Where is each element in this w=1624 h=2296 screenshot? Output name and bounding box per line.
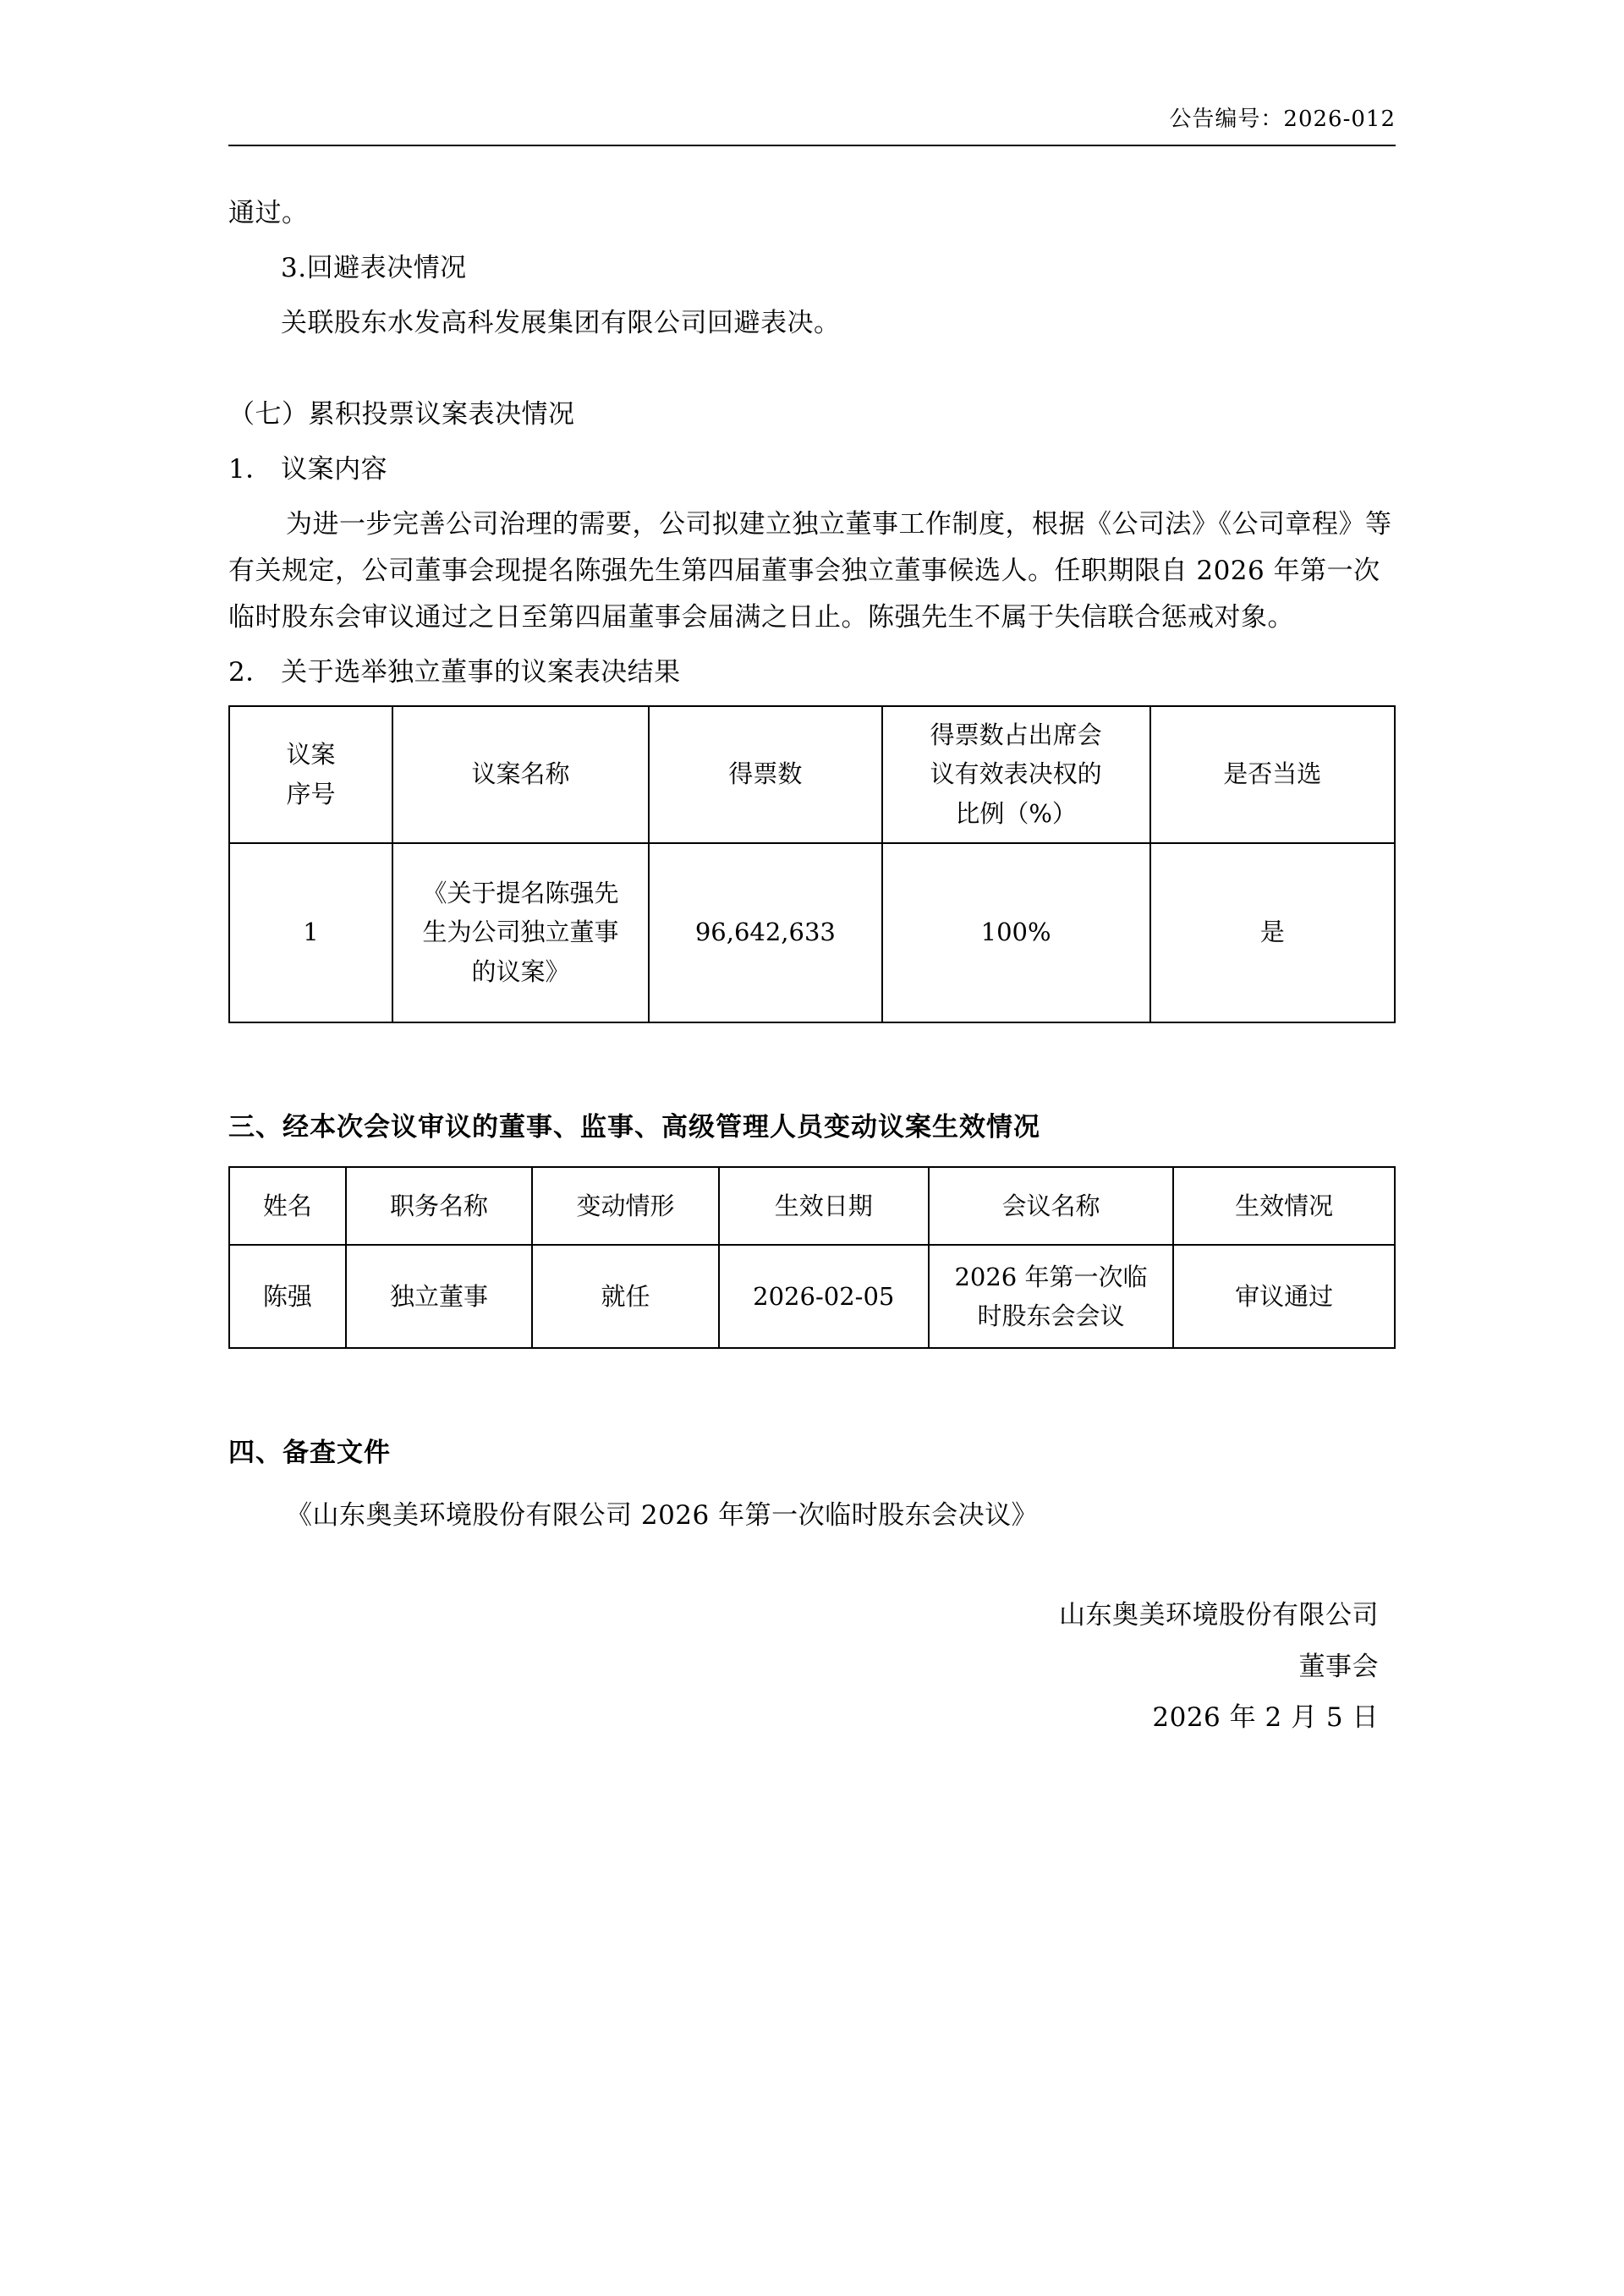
col-header-meeting-name: 会议名称: [929, 1167, 1173, 1245]
section-4-title: 四、备查文件: [228, 1438, 391, 1469]
table-row: [229, 1245, 1395, 1348]
col-header-effective-date: 生效日期: [719, 1167, 929, 1245]
signature-company: 山东奥美环境股份有限公司: [1059, 1600, 1379, 1631]
table-header-row: [229, 706, 1395, 843]
col-header-elected: 是否当选: [1150, 706, 1395, 843]
spacer: [228, 1023, 1396, 1104]
table-header-row: [229, 1167, 1395, 1245]
cell-position: 独立董事: [346, 1245, 532, 1348]
col-header-proposal-no: 议案 序号: [229, 706, 392, 843]
subsection-1-paragraph: 为进一步完善公司治理的需要，公司拟建立独立董事工作制度，根据《公司法》《公司章程》等有关规定，公司董事会现提名陈强先生第四届董事会独立董事候选人。任职期限自 2026 年第一次临时股东会审议通过之日至第四届董事会届满之日止。陈强先生不属于失信联合惩戒对象。: [228, 508, 1392, 633]
continued-line: 通过。: [228, 198, 309, 228]
cell-votes: 96,642,633: [649, 843, 882, 1022]
spacer: [228, 356, 1396, 392]
col-header-position: 职务名称: [346, 1167, 532, 1245]
section-7-title: （七）累积投票议案表决情况: [228, 398, 575, 430]
announcement-number: 公告编号：2026-012: [1169, 107, 1396, 132]
personnel-change-table: [228, 1166, 1396, 1349]
cell-proposal-name: 《关于提名陈强先 生为公司独立董事 的议案》: [392, 843, 649, 1022]
spacer: [228, 1349, 1396, 1430]
cell-name: 陈强: [229, 1245, 346, 1348]
col-header-proposal-name: 议案名称: [392, 706, 649, 843]
cell-change-type: 就任: [532, 1245, 718, 1348]
col-header-change-type: 变动情形: [532, 1167, 718, 1245]
cell-effect-status: 审议通过: [1173, 1245, 1395, 1348]
signature-date: 2026 年 2 月 5 日: [1152, 1702, 1379, 1734]
header-divider: [228, 145, 1396, 146]
cell-ratio: 100%: [882, 843, 1150, 1022]
cell-proposal-no: 1: [229, 843, 392, 1022]
subsection-1-title: 1． 议案内容: [228, 453, 388, 485]
subsection-2-title: 2． 关于选举独立董事的议案表决结果: [228, 657, 681, 688]
col-header-votes: 得票数: [649, 706, 882, 843]
vote-result-table: [228, 705, 1396, 1023]
page-header: [228, 101, 1396, 145]
item-3-text: 关联股东水发高科发展集团有限公司回避表决。: [281, 308, 841, 339]
signature-block: [228, 1590, 1396, 1743]
section-3-title: 三、经本次会议审议的董事、监事、高级管理人员变动议案生效情况: [228, 1111, 1040, 1143]
col-header-ratio: 得票数占出席会 议有效表决权的 比例（%）: [882, 706, 1150, 843]
section-4-item: 《山东奥美环境股份有限公司 2026 年第一次临时股东会决议》: [286, 1500, 1039, 1532]
item-3-title: 3.回避表决情况: [281, 253, 467, 284]
col-header-name: 姓名: [229, 1167, 346, 1245]
signature-org: 董事会: [1298, 1651, 1379, 1682]
cell-elected: 是: [1150, 843, 1395, 1022]
table-row: [229, 843, 1395, 1022]
cell-meeting-name: 2026 年第一次临 时股东会会议: [929, 1245, 1173, 1348]
col-header-effect-status: 生效情况: [1173, 1167, 1395, 1245]
cell-effective-date: 2026-02-05: [719, 1245, 929, 1348]
